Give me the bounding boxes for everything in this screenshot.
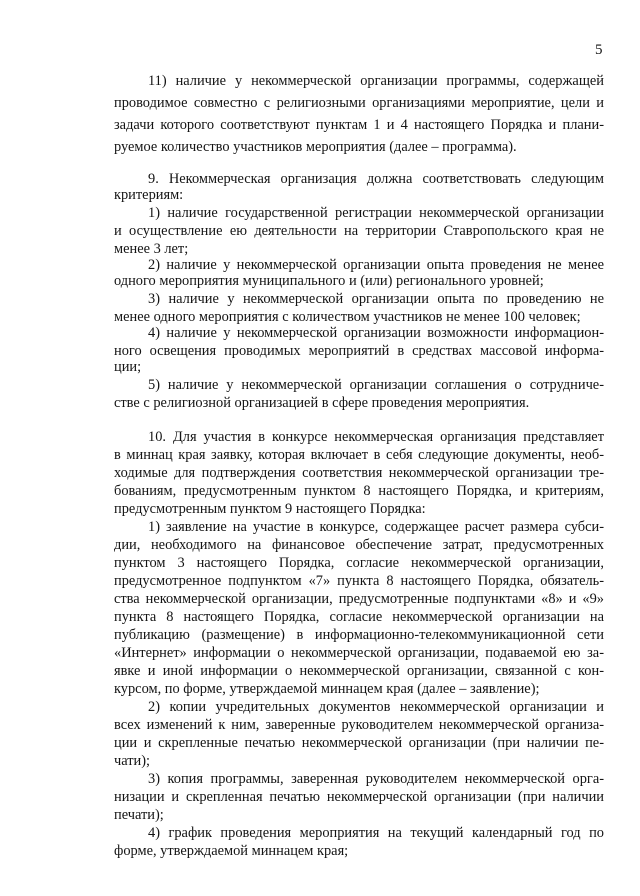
text-line: ции и скрепленные печатью некоммерческой организации (при наличии пе- xyxy=(114,735,604,751)
text-line: чати); xyxy=(114,753,151,769)
text-line: 3) наличие у некоммерческой организации опыта по проведению не xyxy=(148,291,604,307)
text-line: стве с религиозной организацией в сфере проведения мероприятия. xyxy=(114,395,530,411)
text-line: ства некоммерческой организации, предусмотренные подпунктами «8» и «9» xyxy=(114,591,604,607)
text-line: 2) копии учредительных документов некоммерческой организации и xyxy=(148,699,604,715)
text-line: в миннац края заявку, которая включает в себя следующие документы, необ- xyxy=(114,447,604,463)
text-line: дии, необходимого на финансовое обеспечение затрат, предусмотренных xyxy=(114,537,604,553)
text-line: ходимые для подтверждения соответствия некоммерческой организации тре- xyxy=(114,465,604,481)
text-line: печати); xyxy=(114,807,164,823)
text-line: ции; xyxy=(114,359,142,375)
text-line: 11) наличие у некоммерческой организации программы, содержащей xyxy=(148,73,604,89)
text-line: менее 3 лет; xyxy=(114,241,189,257)
text-line: менее одного мероприятия с количеством участников не менее 100 человек; xyxy=(114,309,581,325)
text-line: 1) наличие государственной регистрации некоммерческой организации xyxy=(148,205,604,221)
text-line: предусмотренным пунктом 9 настоящего Порядка: xyxy=(114,501,426,517)
text-line: задачи которого соответствуют пунктам 1 и 4 настоящего Порядка и плани- xyxy=(114,117,604,133)
text-line: явке и иной информации о некоммерческой организации, связанной с кон- xyxy=(114,663,604,679)
text-line: одного мероприятия муниципального и (или) регионального уровней; xyxy=(114,273,544,289)
text-line: 4) график проведения мероприятия на текущий календарный год по xyxy=(148,825,604,841)
page-number: 5 xyxy=(595,42,603,58)
text-line: 10. Для участия в конкурсе некоммерческая организация представляет xyxy=(148,429,604,445)
text-line: проводимое совместно с религиозными организациями мероприятие, цели и xyxy=(114,95,604,111)
text-line: публикацию (размещение) в информационно-телекоммуникационной сети xyxy=(114,627,604,643)
text-line: низации и скрепленная печатью некоммерческой организации (при наличии xyxy=(114,789,604,805)
text-line: и осуществление ею деятельности на территории Ставропольского края не xyxy=(114,223,604,239)
text-line: «Интернет» информации о некоммерческой организации, подаваемой ею за- xyxy=(114,645,604,661)
text-line: пунктом 3 настоящего Порядка, согласие некоммерческой организации, xyxy=(114,555,604,571)
text-line: 1) заявление на участие в конкурсе, содержащее расчет размера субси- xyxy=(148,519,604,535)
text-line: всех изменений к ним, заверенные руководителем некоммерческой организа- xyxy=(114,717,604,733)
text-line: критериям: xyxy=(114,187,184,203)
text-line: ного освещения проводимых мероприятий в средствах массовой информа- xyxy=(114,343,604,359)
text-line: 2) наличие у некоммерческой организации опыта проведения не менее xyxy=(148,257,604,273)
text-line: бованиям, предусмотренным пунктом 8 настоящего Порядка, и критериям, xyxy=(114,483,604,499)
text-line: 5) наличие у некоммерческой организации соглашения о сотрудниче- xyxy=(148,377,604,393)
text-line: руемое количество участников мероприятия (далее – программа). xyxy=(114,139,517,155)
text-line: курсом, по форме, утверждаемой миннацем края (далее – заявление); xyxy=(114,681,540,697)
text-line: 9. Некоммерческая организация должна соответствовать следующим xyxy=(148,171,604,187)
text-line: 4) наличие у некоммерческой организации возможности информацион- xyxy=(148,325,604,341)
text-line: 3) копия программы, заверенная руководителем некоммерческой орга- xyxy=(148,771,604,787)
text-line: пункта 8 настоящего Порядка, согласие некоммерческой организации на xyxy=(114,609,604,625)
text-line: форме, утверждаемой миннацем края; xyxy=(114,843,349,859)
text-line: предусмотренное подпунктом «7» пункта 8 настоящего Порядка, обязатель- xyxy=(114,573,604,589)
